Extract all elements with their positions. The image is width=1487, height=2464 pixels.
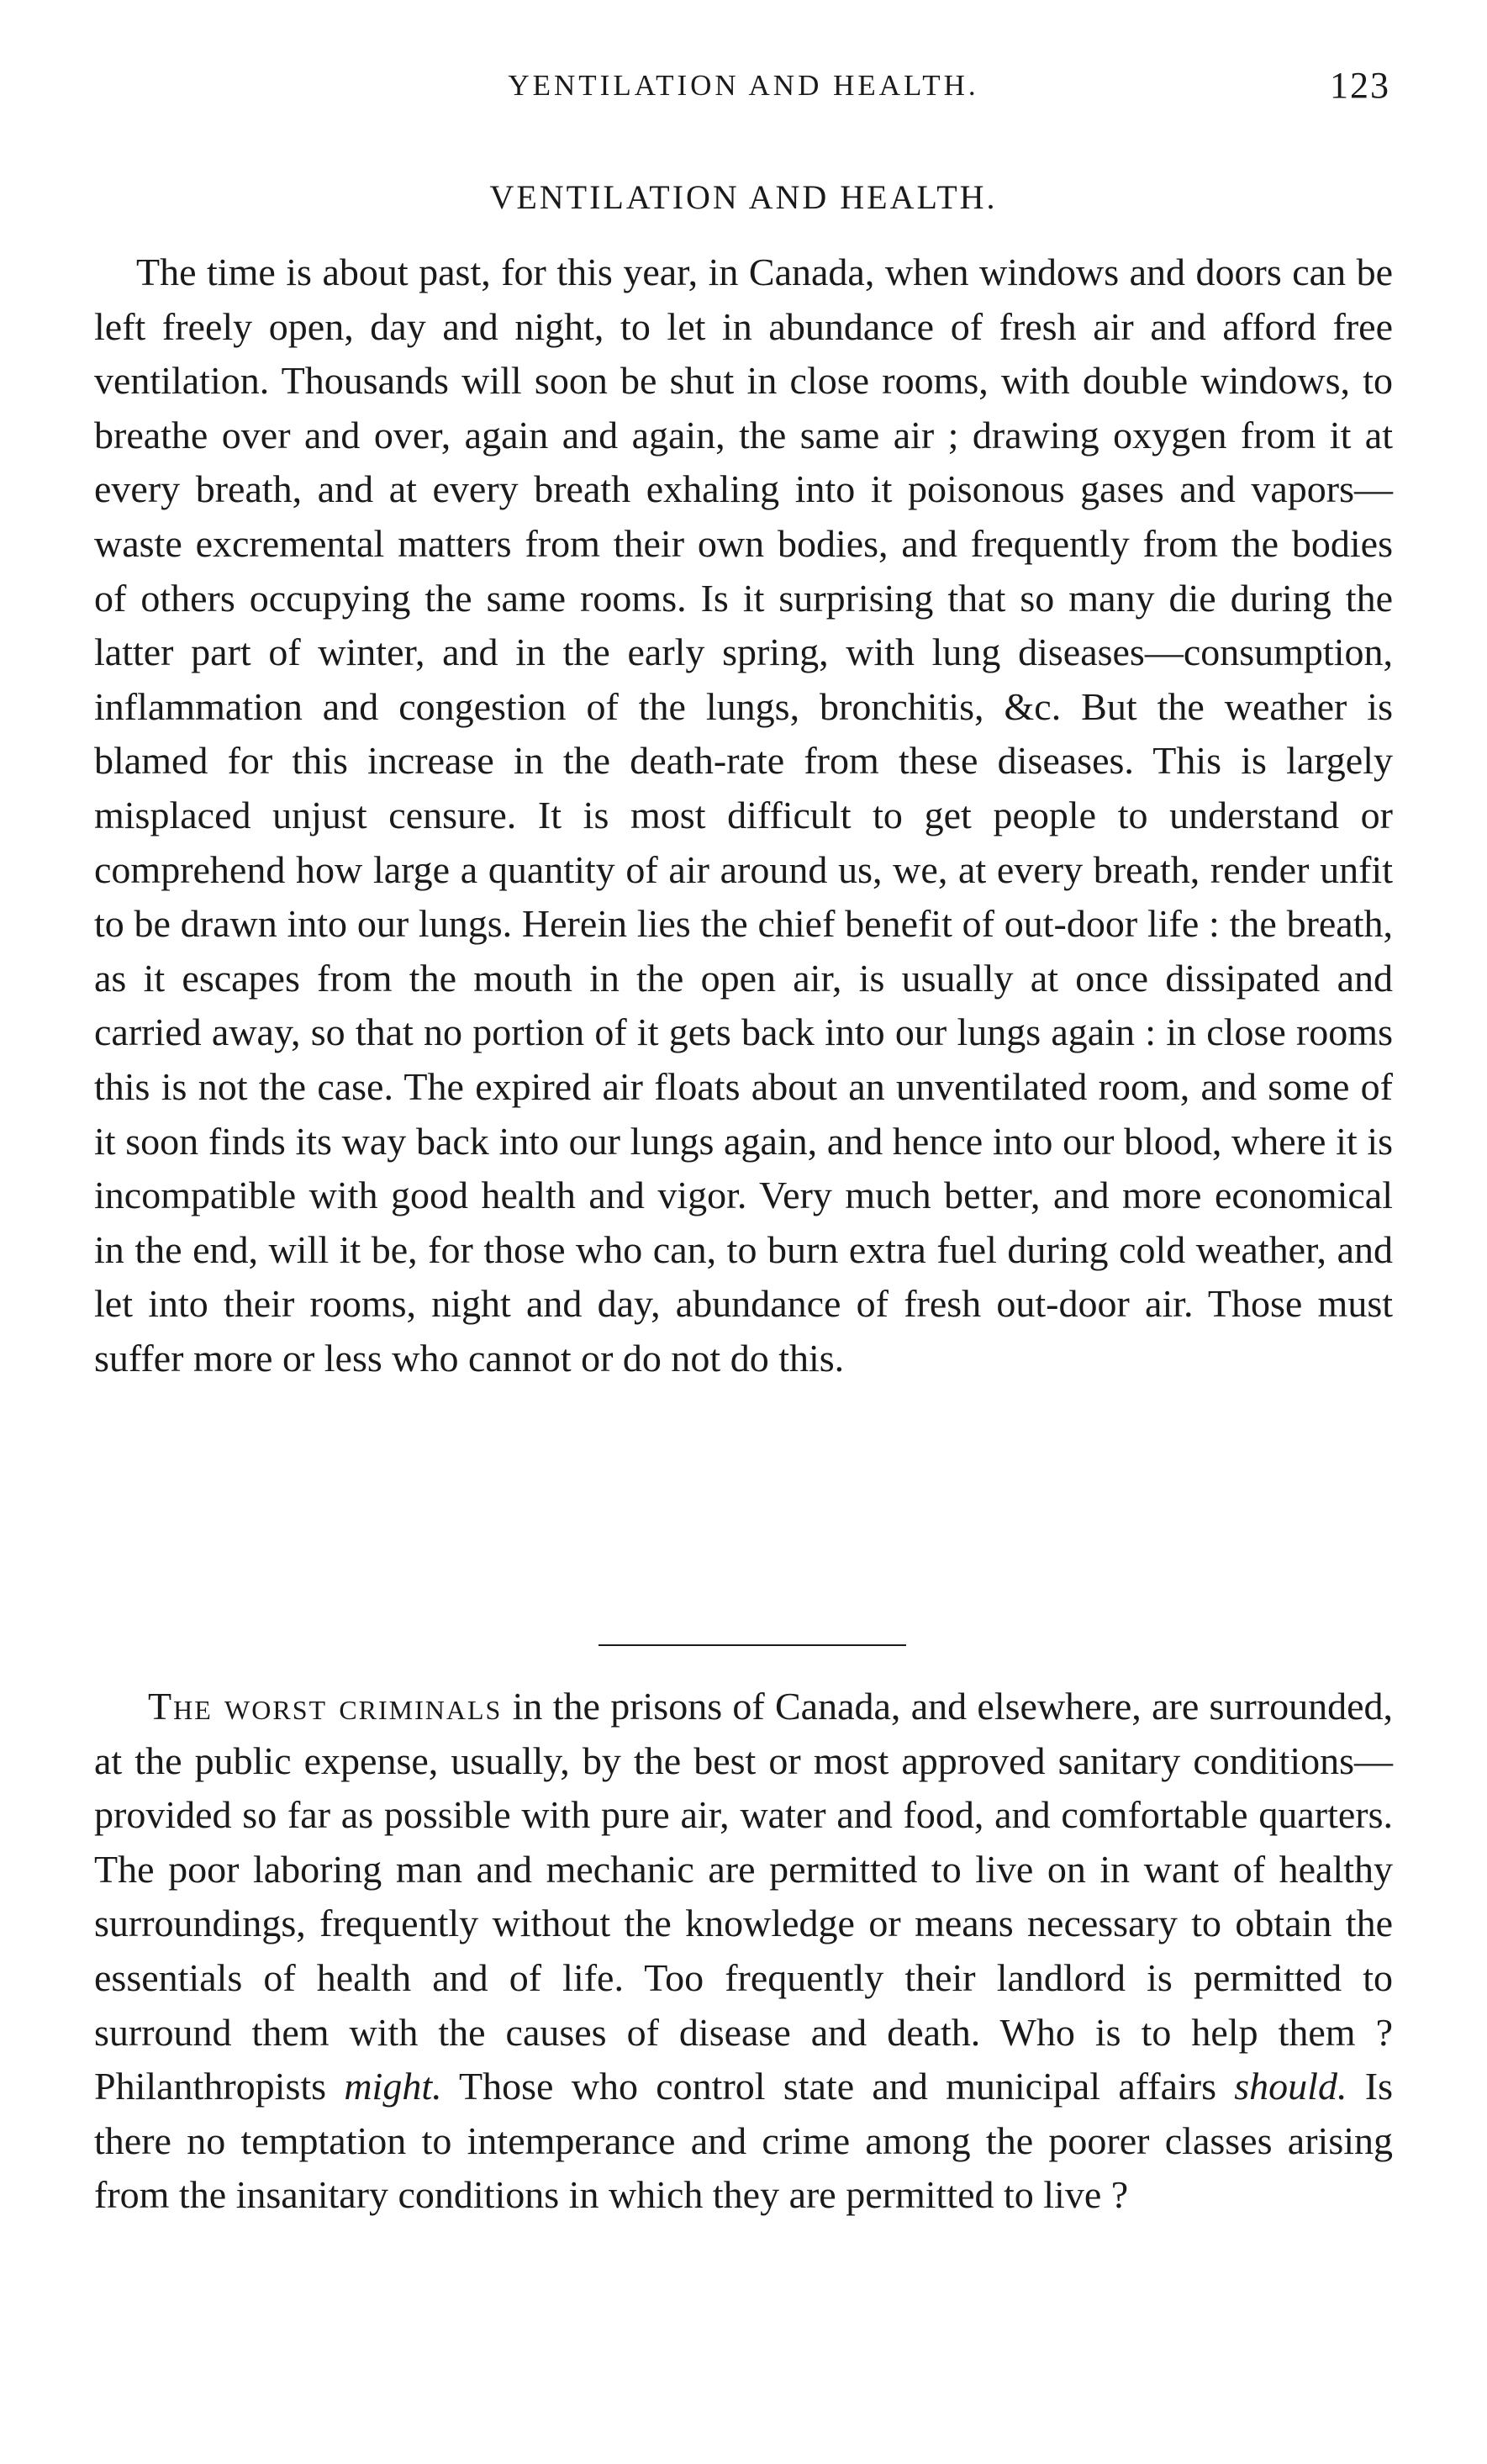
section-divider [598, 1644, 906, 1646]
running-head [0, 61, 1487, 111]
emphasis-should: should. [1234, 2065, 1347, 2108]
emphasis-might: might. [344, 2065, 442, 2108]
article-title: VENTILATION AND HEALTH. [489, 178, 998, 216]
paragraph-criminals-text-a: in the prisons of Canada, and elsewhere, are surrounded, at the public expense, usually, by the best or most approved sanitary conditions—provided so far as possible with pure air, water and food, and comfortable quarters. The poor laboring man and mechanic are permitted to live on in want of healthy surroundings, frequently without the knowledge or means necessary to obtain the essentials of health and of life. Too frequently their landlord is permitted to surround them with the causes of disease and death. Who is to help them ? Philanthropists [94, 1685, 1393, 2108]
small-caps-lead: The worst criminals [148, 1685, 503, 1728]
running-title: YENTILATION AND HEALTH. [508, 69, 979, 102]
paragraph-criminals-text-b: Those who control state and municipal affairs [441, 2065, 1235, 2108]
page-number: 123 [1330, 65, 1390, 106]
paragraph-criminals [94, 1680, 1393, 2223]
paragraph-ventilation: The time is about past, for this year, in Canada, when windows and doors can be left freely open, day and night, to let in abundance of fresh air and afford free ventilation. Thousands will soon be shut in close rooms, with double windows, to breathe over and over, again and again, the same air ; drawing oxygen from it at every breath, and at every breath exhaling into it poisonous gases and vapors—waste excremental matters from their own bodies, and frequently from the bodies of others occupying the same rooms. Is it surprising that so many die during the latter part of winter, and in the early spring, with lung diseases—consumption, inflammation and congestion of the lungs, bronchitis, &c. But the weather is blamed for this increase in the death-rate from these diseases. This is largely misplaced unjust censure. It is most difficult to get people to understand or comprehend how large a quantity of air around us, we, at every breath, render unfit to be drawn into our lungs. Herein lies the chief benefit of out-door life : the breath, as it escapes from the mouth in the open air, is usually at once dissipated and carried away, so that no portion of it gets back into our lungs again : in close rooms this is not the case. The expired air floats about an unventilated room, and some of it soon finds its way back into our lungs again, and hence into our blood, where it is incompatible with good health and vigor. Very much better, and more economical in the end, will it be, for those who can, to burn extra fuel during cold weather, and let into their rooms, night and day, abundance of fresh out-door air. Those must suffer more or less who cannot or do not do this. [94, 251, 1393, 1380]
paragraph-criminals-text-c: Is there no temptation to intemperance and crime among the poorer classes arising from the insanitary conditions in which they are permitted to live ? [94, 2065, 1393, 2217]
